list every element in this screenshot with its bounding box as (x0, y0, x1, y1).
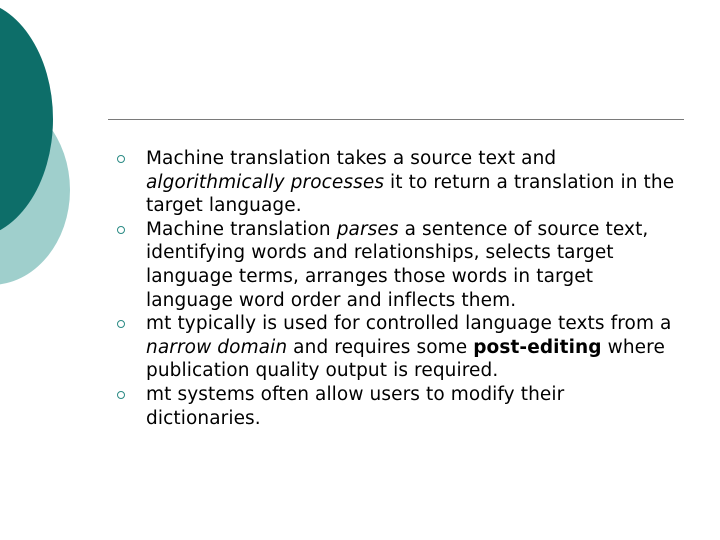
hollow-circle-icon (117, 320, 125, 328)
bullet-item (116, 383, 676, 430)
bullet-text-segment: where publication quality output is required. (146, 336, 665, 382)
hollow-circle-icon (117, 391, 125, 399)
bullet-text-segment: a sentence of source text, identifying words and relationships, selects target language terms, arranges those words in target language word order and inflects them. (146, 218, 649, 311)
bullet-list (116, 147, 676, 430)
bullet-text-segment: post-editing (473, 336, 602, 358)
bullet-text-segment: algorithmically processes (146, 171, 385, 193)
bullet-text (146, 384, 564, 429)
bullet-text-segment: Machine translation takes a source text and (146, 148, 557, 169)
bullet-text (146, 313, 672, 381)
bullet-text-segment: mt typically is used for controlled language texts from a (146, 313, 672, 335)
bullet-text-segment: it to return a translation in the target language. (146, 171, 675, 217)
bullet-text-segment: and requires some (287, 336, 474, 358)
bullet-text (146, 148, 674, 216)
bullet-item (116, 147, 676, 218)
bullet-item (116, 312, 676, 383)
bullet-text (146, 219, 648, 311)
bullet-text-segment: narrow domain (146, 336, 288, 358)
hollow-circle-icon (117, 226, 125, 234)
bullet-text-segment: parses (336, 218, 399, 240)
title-divider-line (108, 119, 684, 120)
bullet-item (116, 218, 676, 312)
hollow-circle-icon (117, 155, 125, 163)
bullet-text-segment: Machine translation (146, 218, 337, 240)
bullet-text-segment: mt systems often allow users to modify their dictionaries. (146, 383, 565, 429)
